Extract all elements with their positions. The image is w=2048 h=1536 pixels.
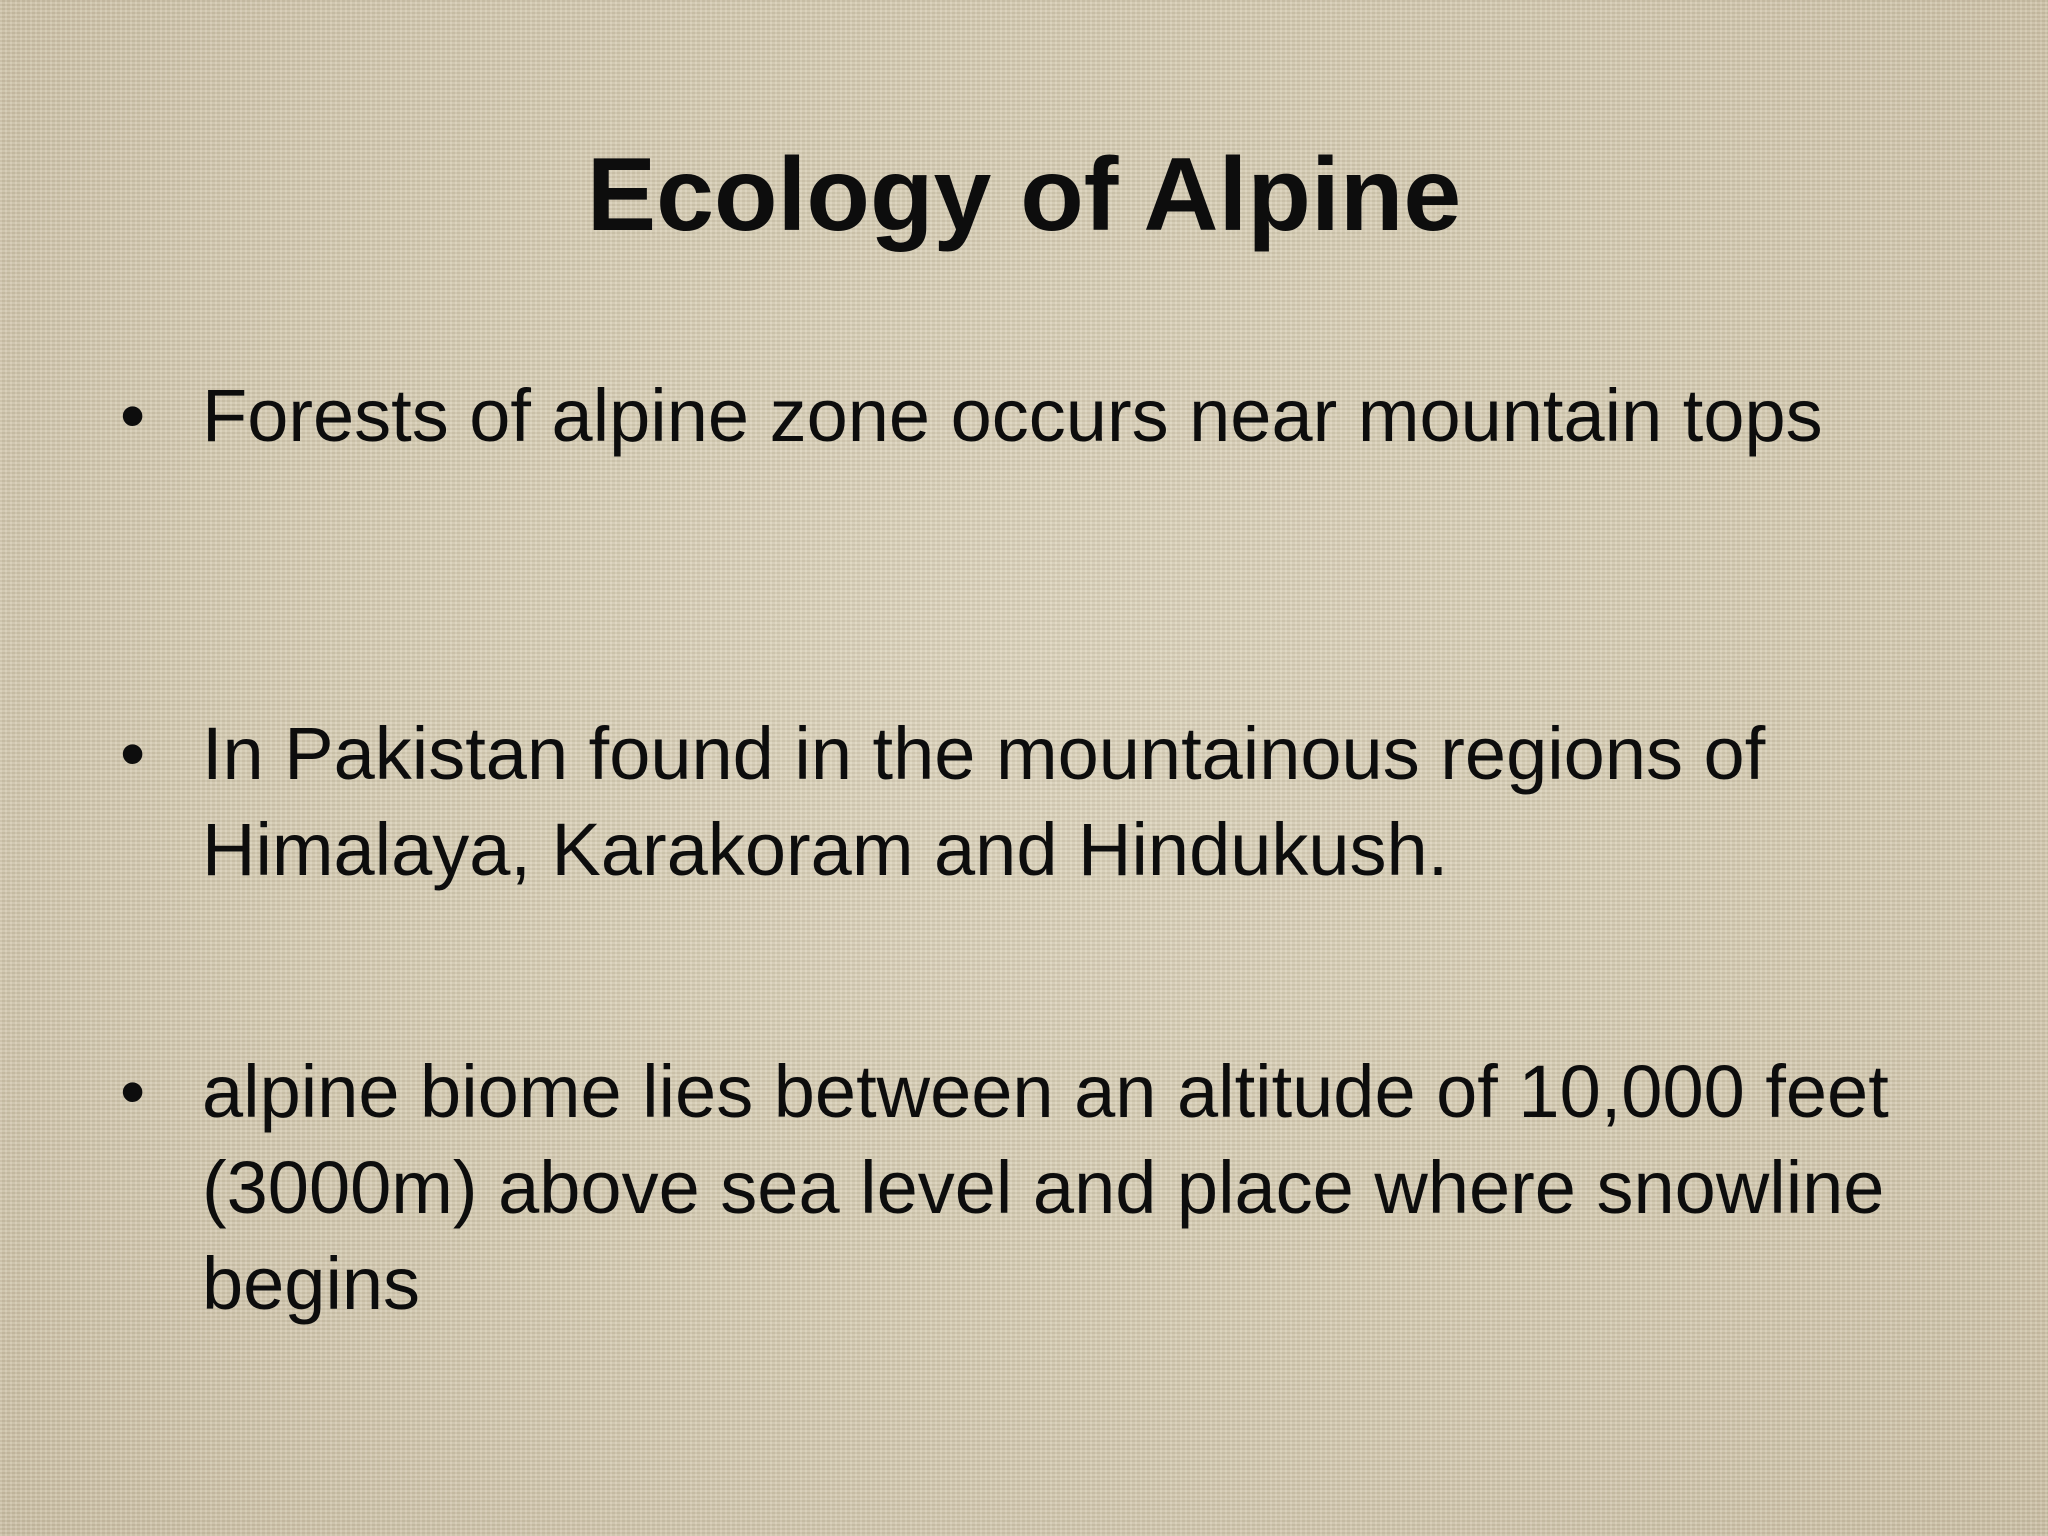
slide-title: Ecology of Alpine <box>586 137 1462 253</box>
bullet-text: In Pakistan found in the mountainous regions of Himalaya, Karakoram and Hindukush. <box>202 712 1766 891</box>
bullet-icon: • <box>120 376 146 456</box>
bullet-icon: • <box>120 1052 146 1132</box>
bullet-text: Forests of alpine zone occurs near mountain tops <box>202 374 1823 457</box>
bullet-icon: • <box>120 714 146 794</box>
bullet-text: alpine biome lies between an altitude of 10,000 feet (3000m) above sea level and place where snowline begins <box>202 1050 1889 1325</box>
